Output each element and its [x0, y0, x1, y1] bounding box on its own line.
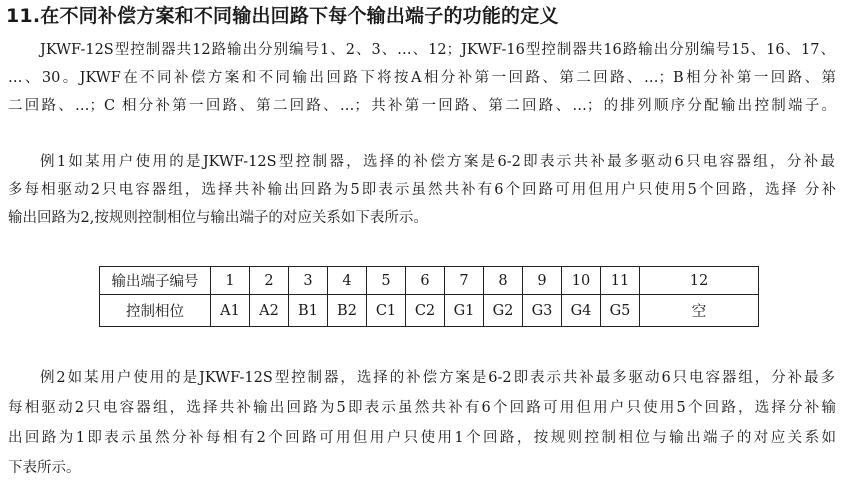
phase-cell: A1: [211, 295, 250, 327]
phase-cell: G5: [601, 295, 640, 327]
phase-cell: G2: [484, 295, 523, 327]
phase-cell: C2: [406, 295, 445, 327]
phase-cell: G1: [445, 295, 484, 327]
example1-line-3: 输出回路为2,按规则控制相位与输出端子的对应关系如下表所示。: [8, 210, 428, 226]
phase-cell: G3: [523, 295, 562, 327]
terminal-cell: 4: [328, 267, 367, 295]
phase-cell: G4: [562, 295, 601, 327]
table-header-terminal: 输出端子编号: [100, 267, 211, 295]
terminal-cell: 10: [562, 267, 601, 295]
terminal-cell: 7: [445, 267, 484, 295]
terminal-cell: 2: [250, 267, 289, 295]
table-row-terminals: [100, 267, 759, 295]
intro-line-1: JKWF-12S型控制器共12路输出分别编号1、2、3、…、12；JKWF-16型控制器共16路输出分别编号15、16、17、: [40, 42, 835, 58]
phase-cell: C1: [367, 295, 406, 327]
terminal-cell: 12: [640, 267, 759, 295]
example1-line-2: 多每相驱动2只电容器组，选择共补输出回路为5即表示虽然共补有6个回路可用但用户只使用5个回路，选择 分补: [8, 182, 836, 198]
table-header-phase: 控制相位: [100, 295, 211, 327]
example2-line-1: 例2如某用户使用的是JKWF-12S型控制器，选择的补偿方案是6-2即表示共补最多驱动6只电容器组，分补最多: [40, 370, 835, 386]
terminal-cell: 8: [484, 267, 523, 295]
terminal-cell: 3: [289, 267, 328, 295]
terminal-cell: 1: [211, 267, 250, 295]
terminal-cell: 5: [367, 267, 406, 295]
example2-line-2: 每相驱动2只电容器组，选择共补输出回路为5即表示虽然共补有6个回路可用但用户只使用5个回路，选择分补输: [8, 400, 836, 416]
phase-cell: B2: [328, 295, 367, 327]
intro-line-3: 二回路、…；C 相分补第一回路、第二回路、…；共补第一回路、第二回路、…；的排列顺序分配输出控制端子。: [8, 98, 836, 114]
terminal-cell: 6: [406, 267, 445, 295]
example2-line-3: 出回路为1即表示虽然分补每相有2个回路可用但用户只使用1个回路，按规则控制相位与输出端子的对应关系如: [8, 430, 836, 446]
section-heading: 11.在不同补偿方案和不同输出回路下每个输出端子的功能的定义: [6, 5, 559, 27]
example2-line-4: 下表所示。: [8, 460, 81, 476]
phase-cell: B1: [289, 295, 328, 327]
table-row-phases: [100, 295, 759, 327]
phase-cell: A2: [250, 295, 289, 327]
terminal-phase-table: [99, 266, 759, 327]
terminal-cell: 9: [523, 267, 562, 295]
phase-cell: 空: [640, 295, 759, 327]
example1-line-1: 例1如某用户使用的是JKWF-12S型控制器，选择的补偿方案是6-2即表示共补最多驱动6只电容器组，分补最: [40, 154, 835, 170]
terminal-cell: 11: [601, 267, 640, 295]
intro-line-2: …、30。JKWF在不同补偿方案和不同输出回路下将按A相分补第一回路、第二回路、…；B相分补第一回路、第: [8, 70, 836, 86]
